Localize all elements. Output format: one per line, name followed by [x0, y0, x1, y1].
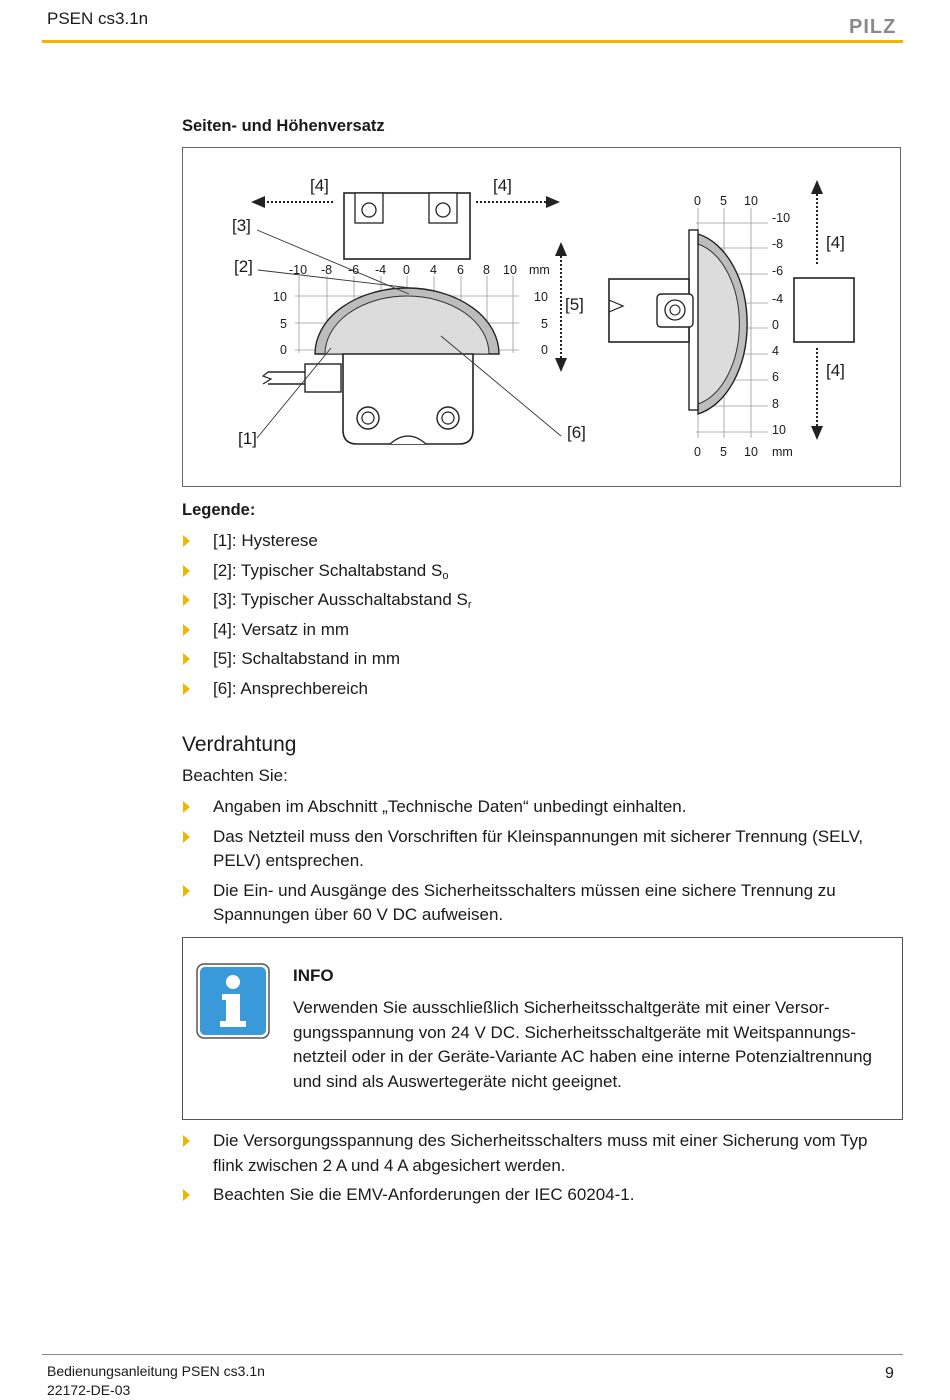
callout-4: [4] — [826, 361, 845, 380]
right-view — [609, 180, 854, 459]
callout-1: [1] — [238, 429, 257, 448]
bullet-arrow-icon — [183, 565, 190, 577]
bullet-arrow-icon — [183, 1135, 190, 1147]
right-y-tick: 6 — [772, 370, 779, 384]
legend-item: [2]: Typischer Schaltabstand $S_o$ — [182, 559, 902, 584]
left-x-tick: -4 — [375, 263, 387, 277]
bullet-arrow-icon — [183, 801, 190, 813]
right-x-tick-bottom: 10 — [744, 445, 758, 459]
left-x-tick: -6 — [348, 263, 360, 277]
left-y-tick: 0 — [280, 343, 287, 357]
right-x-unit: mm — [772, 445, 793, 459]
right-x-tick-bottom: 0 — [694, 445, 701, 459]
footer-rule — [42, 1354, 903, 1355]
footer-doc-info — [47, 1362, 265, 1400]
left-x-tick: 0 — [403, 263, 410, 277]
callout-4: [4] — [826, 233, 845, 252]
right-y-tick: 4 — [772, 344, 779, 358]
left-view — [232, 176, 586, 448]
left-y-tick: 5 — [280, 317, 287, 331]
left-x-tick: 4 — [430, 263, 437, 277]
footer-doc-title: Bedienungsanleitung PSEN cs3.1n — [47, 1363, 265, 1379]
wiring-heading: Verdrahtung — [182, 733, 297, 756]
right-x-tick-top: 10 — [744, 194, 758, 208]
legend-item: [6]: Ansprechbereich — [182, 677, 902, 702]
left-x-tick: 6 — [457, 263, 464, 277]
left-y-tick-right: 10 — [534, 290, 548, 304]
offset-diagram — [183, 148, 902, 488]
legend-item: [3]: Typischer Ausschaltabstand $S_r$ — [182, 588, 902, 613]
bullet-arrow-icon — [183, 831, 190, 843]
left-x-tick: 10 — [503, 263, 517, 277]
right-x-tick-bottom: 5 — [720, 445, 727, 459]
list-item: Die Ein- und Ausgänge des Sicherheitsschalters müssen eine sichere Trennung zu Spannungen über 60 V DC aufweisen. — [182, 879, 902, 928]
right-x-tick-top: 0 — [694, 194, 701, 208]
left-y-tick-right: 5 — [541, 317, 548, 331]
legend-list — [182, 529, 902, 706]
list-item: Angaben im Abschnitt „Technische Daten“ unbedingt einhalten. — [182, 795, 902, 820]
header-title: PSEN cs3.1n — [47, 9, 149, 28]
bullet-arrow-icon — [183, 653, 190, 665]
right-y-tick: -10 — [772, 211, 791, 225]
left-x-tick: -8 — [321, 263, 333, 277]
section-heading: Seiten- und Höhenversatz — [182, 117, 385, 135]
callout-4: [4] — [493, 176, 512, 195]
bullet-arrow-icon — [183, 535, 190, 547]
bullet-arrow-icon — [183, 885, 190, 897]
list-item: Beachten Sie die EMV-Anforderungen der IEC 60204-1. — [182, 1183, 902, 1208]
callout-2: [2] — [234, 257, 253, 276]
page-number: 9 — [885, 1365, 894, 1382]
legend-item: [4]: Versatz in mm — [182, 618, 902, 643]
header-rule — [42, 40, 903, 43]
list-item: Das Netzteil muss den Vorschriften für Kleinspannungen mit sicherer Trennung (SELV, PELV) entsprechen. — [182, 825, 902, 874]
bullet-arrow-icon — [183, 594, 190, 606]
callout-3: [3] — [232, 216, 251, 235]
fuse-list — [182, 1129, 902, 1213]
list-item: Die Versorgungsspannung des Sicherheitsschalters muss mit einer Sicherung vom Typ flink zwischen 2 A und 4 A abgesichert werden. — [182, 1129, 902, 1178]
right-y-tick: 10 — [772, 423, 786, 437]
info-icon — [196, 963, 270, 1039]
footer-doc-number: 22172-DE-03 — [47, 1382, 131, 1398]
right-y-tick: -6 — [772, 264, 784, 278]
left-x-tick: 8 — [483, 263, 490, 277]
right-y-tick: -4 — [772, 292, 784, 306]
info-title: INFO — [293, 966, 334, 985]
logo-text: PILZ — [849, 16, 897, 38]
legend-item: [1]: Hysterese — [182, 529, 902, 554]
left-x-tick: -10 — [289, 263, 308, 277]
offset-figure — [182, 147, 901, 487]
left-y-tick-right: 0 — [541, 343, 548, 357]
bullet-arrow-icon — [183, 683, 190, 695]
legend-title: Legende: — [182, 501, 256, 519]
right-y-tick: -8 — [772, 237, 784, 251]
right-y-tick: 8 — [772, 397, 779, 411]
right-x-tick-top: 5 — [720, 194, 727, 208]
pilz-logo — [849, 14, 905, 38]
legend-item: [5]: Schaltabstand in mm — [182, 647, 902, 672]
wiring-list — [182, 795, 902, 933]
bullet-arrow-icon — [183, 624, 190, 636]
callout-4: [4] — [310, 176, 329, 195]
info-text: Verwenden Sie ausschließlich Sicherheitsschaltgeräte mit einer Versorgungsspannung von 24 V DC. Sicherheitsschaltgeräte mit Weitspannungsnetzteil oder in der Geräte-Variante AC haben eine interne Potenzialtrennung und sind als Auswertegeräte nicht geeignet. — [293, 998, 873, 1091]
info-box — [182, 937, 903, 1120]
left-y-tick: 10 — [273, 290, 287, 304]
sensor-body — [343, 354, 473, 444]
bullet-arrow-icon — [183, 1189, 190, 1201]
left-x-unit: mm — [529, 263, 550, 277]
callout-5: [5] — [565, 295, 584, 314]
right-y-tick: 0 — [772, 318, 779, 332]
wiring-intro: Beachten Sie: — [182, 766, 288, 785]
callout-6: [6] — [567, 423, 586, 442]
